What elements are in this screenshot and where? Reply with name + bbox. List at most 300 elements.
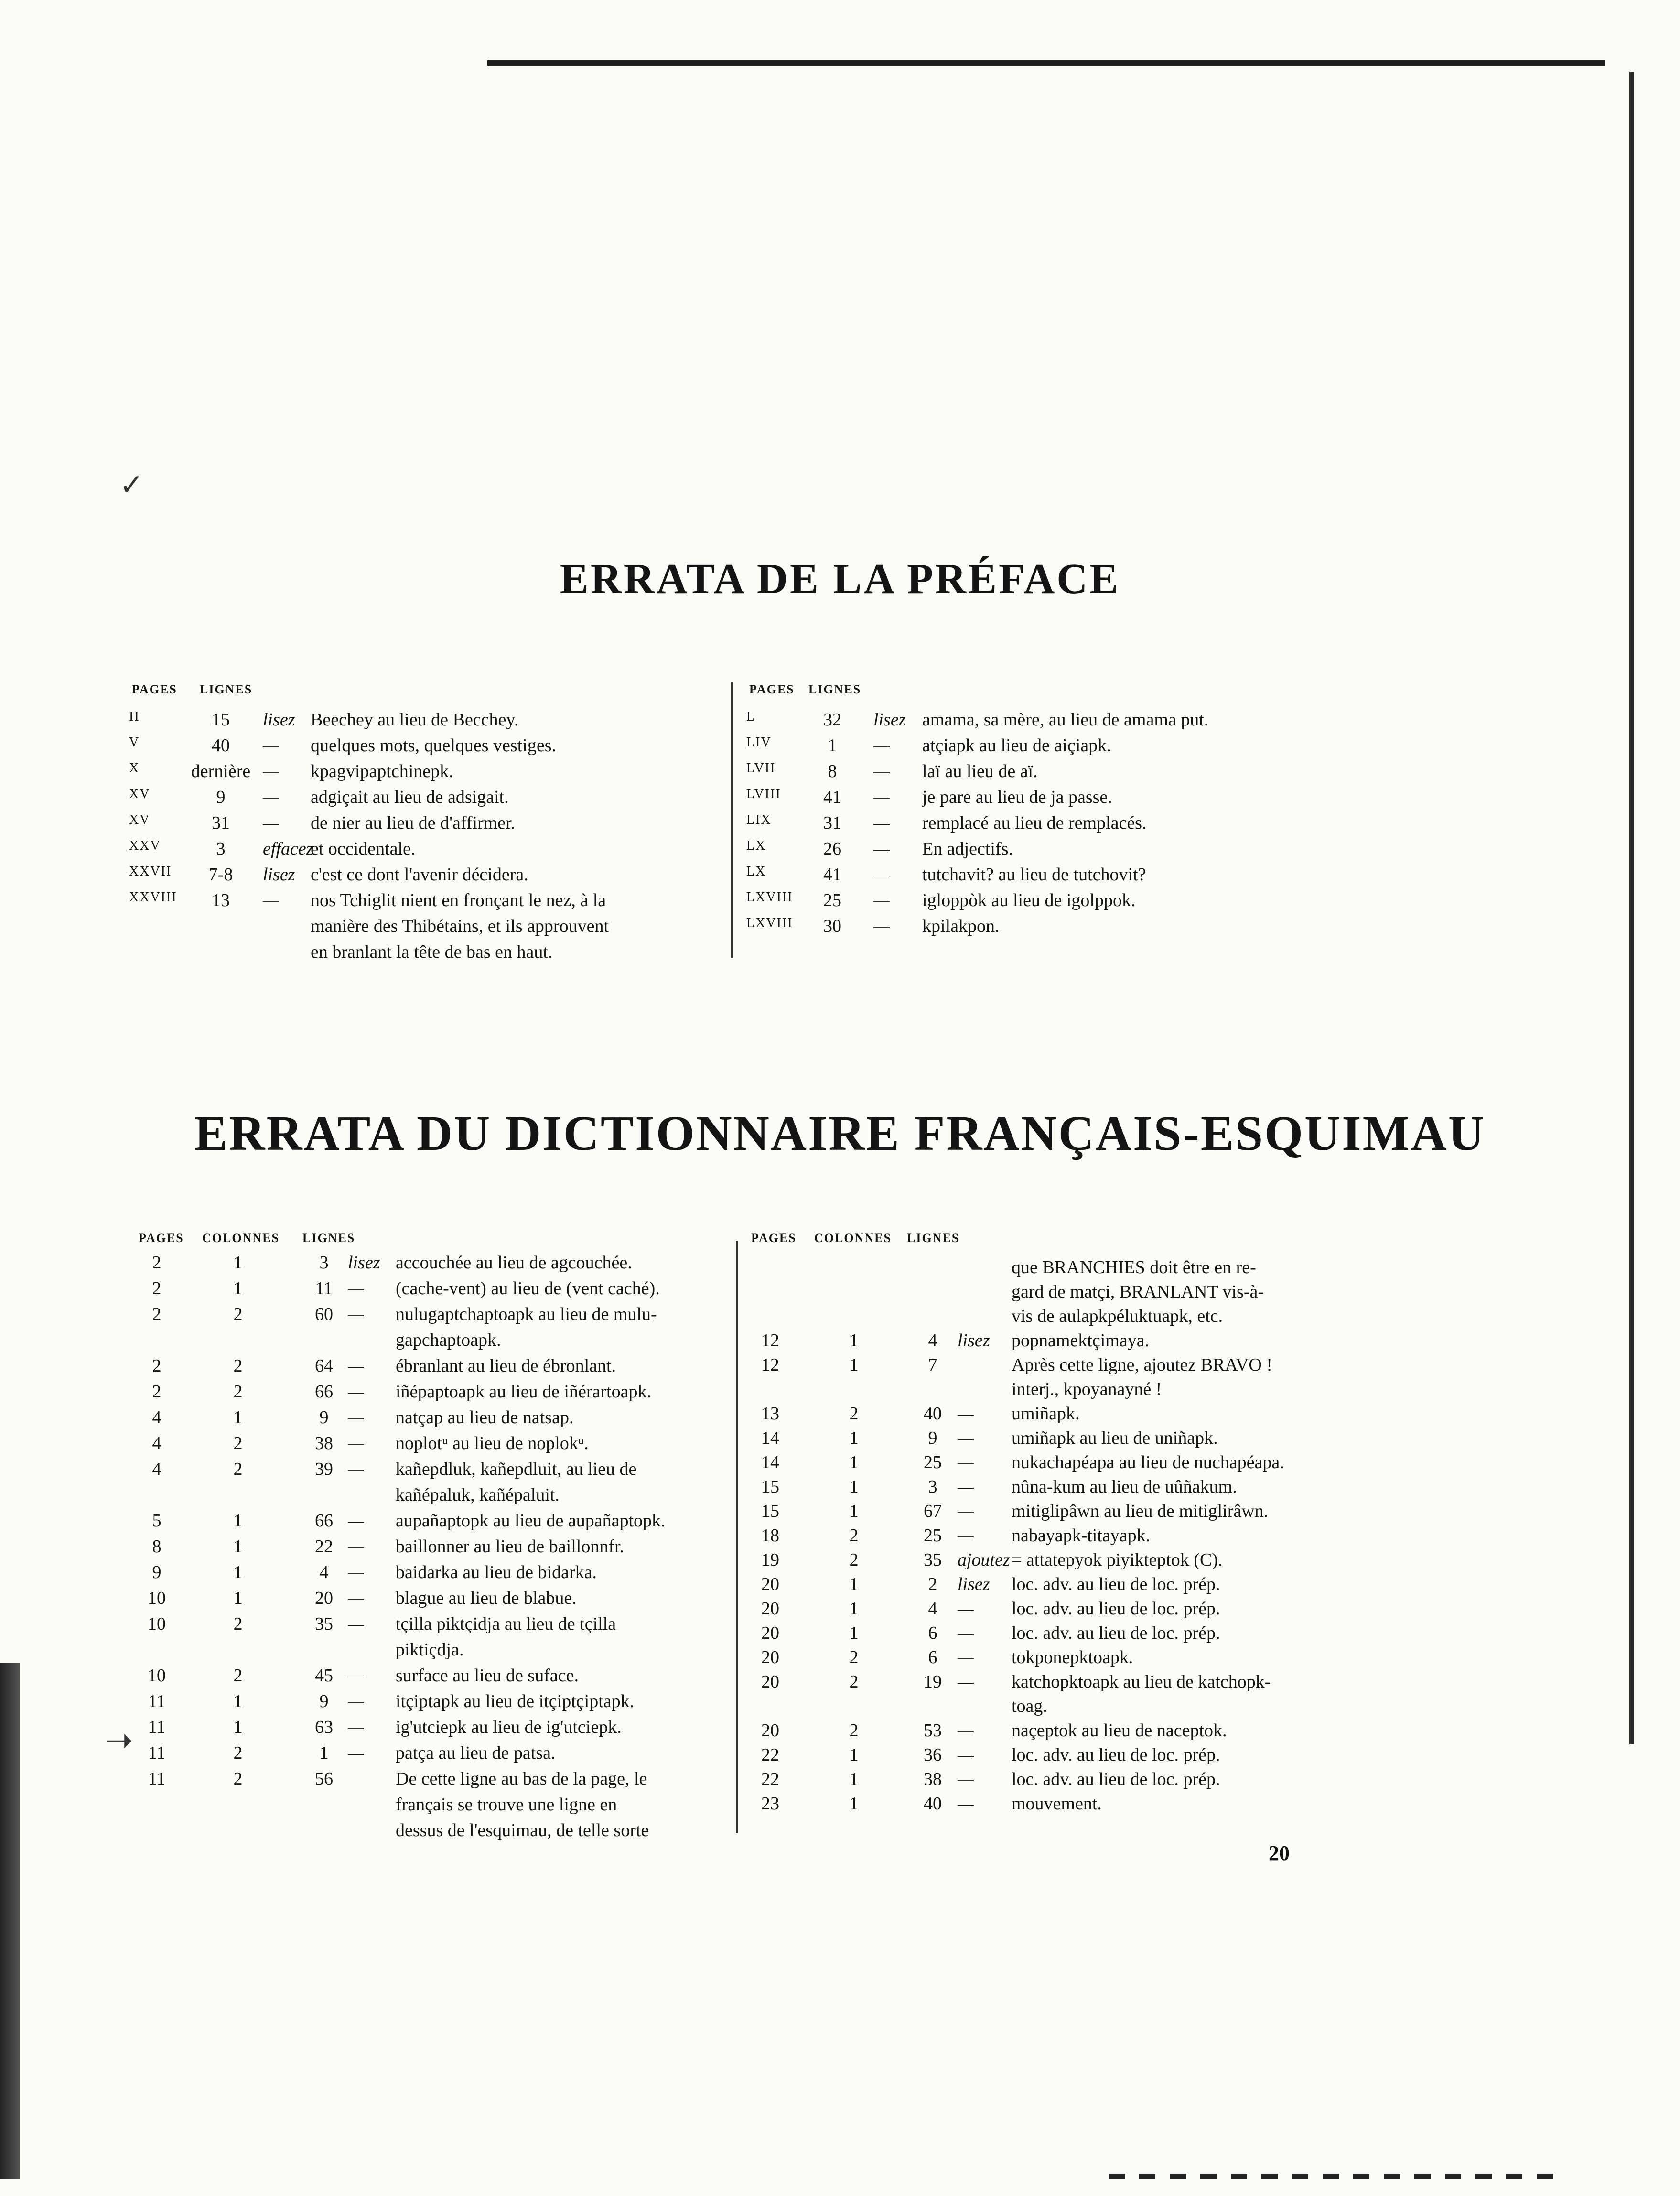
page-cell: 2 [152, 1356, 162, 1376]
page-cell: 4 [152, 1459, 162, 1479]
errata-row [751, 1281, 1344, 1308]
page-cell: 15 [761, 1477, 779, 1497]
line-cell: 38 [315, 1433, 333, 1453]
column-cell: 1 [233, 1536, 243, 1557]
mark-cell: — [348, 1433, 364, 1453]
pages-header: PAGES [751, 1231, 797, 1245]
page-cell: 9 [152, 1562, 162, 1582]
mark-cell: — [348, 1536, 364, 1557]
line-cell: 40 [924, 1404, 942, 1424]
errata-row [138, 1639, 732, 1666]
errata-row [746, 812, 1320, 839]
mark-cell: — [873, 916, 890, 936]
mark-cell: — [873, 890, 890, 910]
column-cell: 2 [849, 1647, 859, 1667]
correction-text: tutchavit? au lieu de tutchovit? [922, 865, 1146, 885]
errata-row [138, 1588, 732, 1614]
line-cell: dernière [191, 761, 251, 781]
line-cell: 3 [319, 1253, 329, 1273]
errata-row [751, 1330, 1344, 1357]
errata-row [751, 1720, 1344, 1747]
correction-text: dessus de l'esquimau, de telle sorte [396, 1820, 649, 1840]
page-cell: 20 [761, 1647, 779, 1667]
column-cell: 1 [849, 1599, 859, 1619]
column-cell: 2 [233, 1459, 243, 1479]
page-cell: LX [746, 838, 766, 853]
page-cell: 10 [148, 1588, 166, 1608]
mark-cell: — [873, 839, 890, 859]
errata-row [129, 941, 722, 968]
errata-row [751, 1354, 1344, 1381]
page-cell: 10 [148, 1614, 166, 1634]
errata-row [129, 735, 722, 762]
mark-cell: — [263, 761, 279, 781]
line-cell: 9 [216, 787, 226, 807]
correction-text: ig'utciepk au lieu de ig'utciepk. [396, 1717, 622, 1737]
errata-row [751, 1574, 1344, 1601]
column-cell: 1 [849, 1574, 859, 1594]
page-cell: 23 [761, 1794, 779, 1814]
preface-column-divider [731, 682, 733, 958]
errata-row [746, 709, 1320, 736]
correction-text: piktiçdja. [396, 1640, 464, 1660]
errata-row [129, 761, 722, 788]
correction-text: nukachapéapa au lieu de nuchapéapa. [1012, 1452, 1284, 1472]
correction-text: umiñapk au lieu de uniñapk. [1012, 1428, 1218, 1448]
page-number: 20 [1269, 1841, 1290, 1865]
errata-row [138, 1510, 732, 1537]
errata-row [751, 1744, 1344, 1771]
page-cell: 20 [761, 1672, 779, 1692]
column-cell: 2 [849, 1550, 859, 1570]
mark-cell: — [958, 1623, 974, 1643]
errata-row [129, 838, 722, 865]
errata-row [751, 1598, 1344, 1625]
mark-cell: — [958, 1745, 974, 1765]
line-cell: 4 [319, 1562, 329, 1582]
errata-row [138, 1768, 732, 1795]
check-mark-icon: ✓ [119, 469, 144, 501]
mark-cell: — [348, 1278, 364, 1298]
mark-cell: — [348, 1588, 364, 1608]
column-cell: 1 [849, 1452, 859, 1472]
errata-row [138, 1820, 732, 1847]
column-cell: 1 [849, 1428, 859, 1448]
errata-row [138, 1355, 732, 1382]
mark-cell: — [348, 1743, 364, 1763]
correction-text: adgiçait au lieu de adsigait. [311, 787, 509, 807]
mark-cell: — [263, 787, 279, 807]
page-cell: XXVII [129, 864, 172, 879]
correction-text: popnamektçimaya. [1012, 1331, 1150, 1351]
line-cell: 20 [315, 1588, 333, 1608]
line-cell: 1 [319, 1743, 329, 1763]
mark-cell: — [873, 761, 890, 781]
errata-row [138, 1330, 732, 1356]
page-cell: 2 [152, 1382, 162, 1402]
page-cell: 11 [148, 1691, 166, 1711]
line-cell: 66 [315, 1511, 333, 1531]
page-cell: 14 [761, 1452, 779, 1472]
page-cell: 20 [761, 1574, 779, 1594]
column-cell: 2 [233, 1356, 243, 1376]
mark-cell: lisez [348, 1253, 380, 1273]
column-cell: 2 [233, 1304, 243, 1324]
errata-row [138, 1613, 732, 1640]
correction-text: = attatepyok piyikteptok (C). [1012, 1550, 1223, 1570]
preface-errata-title: ERRATA DE LA PRÉFACE [560, 555, 1120, 603]
page-cell: 20 [761, 1623, 779, 1643]
mark-cell: lisez [958, 1574, 990, 1594]
mark-cell: — [958, 1794, 974, 1814]
top-rule-gap [411, 60, 487, 66]
errata-row [138, 1381, 732, 1408]
mark-cell: — [348, 1382, 364, 1402]
mark-cell: — [958, 1672, 974, 1692]
mark-cell: — [348, 1691, 364, 1711]
line-cell: 4 [928, 1331, 937, 1351]
correction-text: umiñapk. [1012, 1404, 1080, 1424]
dictionary-errata-title: ERRATA DU DICTIONNAIRE FRANÇAIS-ESQUIMAU [194, 1106, 1486, 1161]
column-cell: 1 [233, 1562, 243, 1582]
line-cell: 15 [212, 710, 230, 730]
line-cell: 41 [823, 865, 841, 885]
errata-row [138, 1742, 732, 1769]
mark-cell: — [348, 1562, 364, 1582]
correction-text: atçiapk au lieu de aiçiapk. [922, 736, 1111, 756]
correction-text: c'est ce dont l'avenir décidera. [311, 865, 528, 885]
column-cell: 2 [233, 1382, 243, 1402]
page-cell: LX [746, 864, 766, 879]
errata-row [138, 1304, 732, 1331]
bottom-rule [1109, 2174, 1567, 2179]
correction-text: De cette ligne au bas de la page, le [396, 1769, 647, 1789]
correction-text: kañepdluk, kañepdluit, au lieu de [396, 1459, 637, 1479]
mark-cell: — [348, 1459, 364, 1479]
column-cell: 1 [233, 1407, 243, 1428]
correction-text: katchopktoapk au lieu de katchopk- [1012, 1672, 1271, 1692]
line-cell: 60 [315, 1304, 333, 1324]
errata-row [751, 1257, 1344, 1284]
page-cell: 12 [761, 1331, 779, 1351]
page-cell: 22 [761, 1745, 779, 1765]
correction-text: loc. adv. au lieu de loc. prép. [1012, 1599, 1220, 1619]
errata-row [129, 864, 722, 891]
errata-row [138, 1484, 732, 1511]
column-cell: 2 [849, 1672, 859, 1692]
correction-text: baillonner au lieu de baillonnfr. [396, 1536, 625, 1557]
mark-cell: — [873, 865, 890, 885]
column-cell: 1 [233, 1278, 243, 1298]
mark-cell: — [263, 813, 279, 833]
correction-text: itçiptapk au lieu de itçiptçiptapk. [396, 1691, 635, 1711]
correction-text: iñépaptoapk au lieu de iñérartoapk. [396, 1382, 651, 1402]
errata-row [751, 1476, 1344, 1503]
right-scan-edge [1629, 72, 1634, 1744]
line-cell: 39 [315, 1459, 333, 1479]
page-cell: 12 [761, 1355, 779, 1375]
page-cell: 11 [148, 1717, 166, 1737]
line-cell: 66 [315, 1382, 333, 1402]
correction-text: En adjectifs. [922, 839, 1013, 859]
correction-text: patça au lieu de patsa. [396, 1743, 556, 1763]
correction-text: natçap au lieu de natsap. [396, 1407, 574, 1428]
mark-cell: — [348, 1511, 364, 1531]
line-cell: 1 [828, 736, 837, 756]
errata-row [751, 1452, 1344, 1479]
line-cell: 26 [823, 839, 841, 859]
errata-row [751, 1501, 1344, 1527]
line-cell: 45 [315, 1666, 333, 1686]
pointer-mark-icon: ➝ [105, 1722, 133, 1759]
column-cell: 1 [849, 1331, 859, 1351]
correction-text: tokponepktoapk. [1012, 1647, 1133, 1667]
mark-cell: — [958, 1769, 974, 1789]
mark-cell: lisez [263, 710, 295, 730]
correction-text: aupañaptopk au lieu de aupañaptopk. [396, 1511, 666, 1531]
errata-row [138, 1717, 732, 1743]
page-cell: 20 [761, 1720, 779, 1741]
mark-cell: — [348, 1614, 364, 1634]
errata-row [138, 1459, 732, 1485]
errata-row [751, 1525, 1344, 1552]
page-cell: 2 [152, 1278, 162, 1298]
correction-text: loc. adv. au lieu de loc. prép. [1012, 1745, 1220, 1765]
page-cell: 2 [152, 1253, 162, 1273]
correction-text: quelques mots, quelques vestiges. [311, 736, 556, 756]
mark-cell: — [873, 736, 890, 756]
left-scan-edge [0, 1663, 20, 2179]
page-cell: 13 [761, 1404, 779, 1424]
page-cell: 22 [761, 1769, 779, 1789]
colonnes-header: COLONNES [202, 1231, 280, 1245]
lignes-header: LIGNES [907, 1231, 960, 1245]
line-cell: 9 [928, 1428, 937, 1448]
mark-cell: — [348, 1356, 364, 1376]
page-cell: 4 [152, 1433, 162, 1453]
correction-text: Après cette ligne, ajoutez BRAVO ! [1012, 1355, 1272, 1375]
mark-cell: — [958, 1525, 974, 1546]
colonnes-header: COLONNES [814, 1231, 892, 1245]
correction-text: je pare au lieu de ja passe. [922, 787, 1112, 807]
errata-row [751, 1549, 1344, 1576]
page-cell: XXV [129, 838, 161, 853]
column-cell: 2 [233, 1769, 243, 1789]
line-cell: 3 [216, 839, 226, 859]
page-cell: XV [129, 812, 151, 827]
mark-cell: ajoutez [958, 1550, 1010, 1570]
correction-text: blague au lieu de blabue. [396, 1588, 577, 1608]
mark-cell: — [263, 890, 279, 910]
correction-text: français se trouve une ligne en [396, 1795, 617, 1815]
mark-cell: — [958, 1428, 974, 1448]
line-cell: 56 [315, 1769, 333, 1789]
line-cell: 19 [924, 1672, 942, 1692]
line-cell: 3 [928, 1477, 937, 1497]
line-cell: 64 [315, 1356, 333, 1376]
correction-text: accouchée au lieu de agcouchée. [396, 1253, 632, 1273]
errata-row [746, 890, 1320, 917]
page-cell: LIX [746, 812, 772, 827]
page-cell: 10 [148, 1666, 166, 1686]
mark-cell: — [958, 1452, 974, 1472]
errata-row [138, 1433, 732, 1460]
correction-text: manière des Thibétains, et ils approuvent [311, 916, 609, 936]
column-cell: 2 [233, 1666, 243, 1686]
column-cell: 1 [233, 1253, 243, 1273]
errata-row [138, 1562, 732, 1589]
mark-cell: — [958, 1501, 974, 1521]
errata-row [138, 1407, 732, 1434]
errata-row [751, 1403, 1344, 1430]
line-cell: 4 [928, 1599, 937, 1619]
correction-text: Beechey au lieu de Becchey. [311, 710, 519, 730]
line-cell: 25 [823, 890, 841, 910]
line-cell: 38 [924, 1769, 942, 1789]
correction-text: ébranlant au lieu de ébronlant. [396, 1356, 616, 1376]
correction-text: naçeptok au lieu de naceptok. [1012, 1720, 1227, 1741]
column-cell: 1 [233, 1691, 243, 1711]
page-cell: 20 [761, 1599, 779, 1619]
errata-row [751, 1769, 1344, 1796]
mark-cell: lisez [873, 710, 906, 730]
errata-row [746, 787, 1320, 813]
correction-text: remplacé au lieu de remplacés. [922, 813, 1147, 833]
mark-cell: — [958, 1404, 974, 1424]
correction-text: kpagvipaptchinepk. [311, 761, 453, 781]
correction-text: noplotᵘ au lieu de noplokᵘ. [396, 1433, 589, 1453]
page-cell: XXVIII [129, 890, 177, 905]
mark-cell: effacez [263, 839, 313, 859]
column-cell: 2 [233, 1614, 243, 1634]
mark-cell: — [348, 1717, 364, 1737]
column-cell: 1 [233, 1717, 243, 1737]
errata-row [751, 1647, 1344, 1674]
line-cell: 22 [315, 1536, 333, 1557]
page-cell: LXVIII [746, 916, 793, 930]
page-cell: 11 [148, 1743, 166, 1763]
errata-row [129, 812, 722, 839]
correction-text: tçilla piktçidja au lieu de tçilla [396, 1614, 616, 1634]
column-cell: 1 [849, 1477, 859, 1497]
correction-text: loc. adv. au lieu de loc. prép. [1012, 1574, 1220, 1594]
errata-row [138, 1794, 732, 1821]
errata-row [751, 1793, 1344, 1820]
line-cell: 2 [928, 1574, 937, 1594]
line-cell: 6 [928, 1623, 937, 1643]
errata-row [138, 1278, 732, 1305]
correction-text: nabayapk-titayapk. [1012, 1525, 1151, 1546]
line-cell: 9 [319, 1691, 329, 1711]
page-cell: X [129, 761, 140, 776]
line-cell: 25 [924, 1452, 942, 1472]
page-cell: 5 [152, 1511, 162, 1531]
column-cell: 2 [849, 1525, 859, 1546]
line-cell: 7 [928, 1355, 937, 1375]
column-cell: 1 [849, 1745, 859, 1765]
column-cell: 1 [849, 1623, 859, 1643]
line-cell: 67 [924, 1501, 942, 1521]
errata-row [138, 1252, 732, 1279]
page-cell: XV [129, 787, 151, 801]
correction-text: gapchaptoapk. [396, 1330, 501, 1350]
page-cell: LVIII [746, 787, 781, 801]
errata-row [746, 735, 1320, 762]
errata-row [751, 1696, 1344, 1722]
correction-text: nos Tchiglit nient en fronçant le nez, à la [311, 890, 606, 910]
line-cell: 13 [212, 890, 230, 910]
mark-cell: lisez [263, 865, 295, 885]
mark-cell: — [958, 1599, 974, 1619]
mark-cell: — [958, 1720, 974, 1741]
top-rule [411, 60, 1605, 66]
page-cell: LIV [746, 735, 772, 750]
errata-row [751, 1428, 1344, 1454]
correction-text: kañépaluk, kañépaluit. [396, 1485, 560, 1505]
line-cell: 6 [928, 1647, 937, 1667]
line-cell: 25 [924, 1525, 942, 1546]
errata-row [138, 1665, 732, 1692]
line-cell: 36 [924, 1745, 942, 1765]
correction-text: laï au lieu de aï. [922, 761, 1038, 781]
line-cell: 31 [823, 813, 841, 833]
correction-text: nulugaptchaptoapk au lieu de mulu- [396, 1304, 657, 1324]
mark-cell: — [873, 813, 890, 833]
correction-text: que BRANCHIES doit être en re- [1012, 1257, 1256, 1277]
correction-text: kpilakpon. [922, 916, 1000, 936]
page-cell: LXVIII [746, 890, 793, 905]
correction-text: (cache-vent) au lieu de (vent caché). [396, 1278, 660, 1298]
lignes-header: LIGNES [302, 1231, 355, 1245]
page-cell: 15 [761, 1501, 779, 1521]
dictionary-column-divider [736, 1241, 738, 1833]
errata-row [138, 1691, 732, 1718]
errata-row [129, 916, 722, 942]
line-cell: 40 [212, 736, 230, 756]
errata-row [751, 1623, 1344, 1649]
line-cell: 30 [823, 916, 841, 936]
column-cell: 1 [849, 1769, 859, 1789]
correction-text: amama, sa mère, au lieu de amama put. [922, 710, 1209, 730]
page-cell: 4 [152, 1407, 162, 1428]
line-cell: 40 [924, 1794, 942, 1814]
correction-text: toag. [1012, 1696, 1047, 1716]
pages-header: PAGES [749, 682, 795, 696]
column-cell: 2 [233, 1433, 243, 1453]
correction-text: loc. adv. au lieu de loc. prép. [1012, 1623, 1220, 1643]
column-cell: 1 [233, 1588, 243, 1608]
correction-text: interj., kpoyanayné ! [1012, 1379, 1162, 1399]
line-cell: 32 [823, 710, 841, 730]
correction-text: mouvement. [1012, 1794, 1102, 1814]
mark-cell: — [348, 1666, 364, 1686]
column-cell: 2 [849, 1404, 859, 1424]
correction-text: gard de matçi, BRANLANT vis-à- [1012, 1282, 1264, 1302]
page-cell: 18 [761, 1525, 779, 1546]
mark-cell: — [958, 1477, 974, 1497]
column-cell: 1 [849, 1794, 859, 1814]
correction-text: baidarka au lieu de bidarka. [396, 1562, 597, 1582]
line-cell: 9 [319, 1407, 329, 1428]
column-cell: 1 [849, 1501, 859, 1521]
page-cell: 2 [152, 1304, 162, 1324]
page-cell: 11 [148, 1769, 166, 1789]
errata-row [746, 838, 1320, 865]
mark-cell: — [348, 1407, 364, 1428]
correction-text: en branlant la tête de bas en haut. [311, 942, 553, 962]
correction-text: de nier au lieu de d'affirmer. [311, 813, 516, 833]
line-cell: 31 [212, 813, 230, 833]
